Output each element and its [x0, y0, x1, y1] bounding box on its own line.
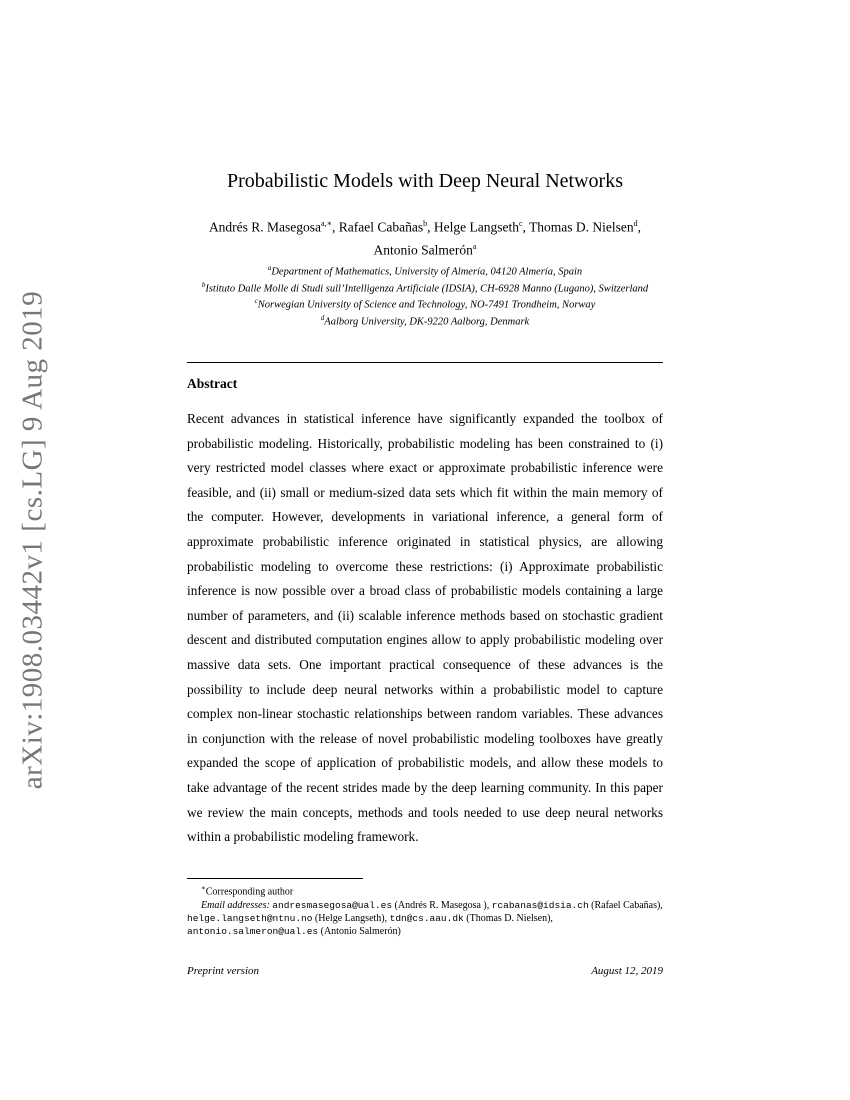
footnote-divider	[187, 878, 363, 879]
abstract-heading: Abstract	[187, 376, 238, 391]
arxiv-stamp	[8, 290, 58, 790]
author-name: Antonio Salmerón	[373, 242, 473, 257]
paper-title: Probabilistic Models with Deep Neural Networks	[226, 170, 624, 192]
affiliation: $^d$Aalborg University, DK-9220 Aalborg, Denmark	[320, 313, 530, 327]
footnote	[187, 882, 663, 938]
date-label: August 12, 2019	[591, 965, 663, 977]
corresponding-note: ∗Corresponding author	[201, 884, 294, 898]
email-link[interactable]: andresmasegosa@ual.es	[272, 899, 393, 911]
author-sup: c	[518, 219, 523, 228]
email-addresses: Email addresses: andresmasegosa@ual.es (Andrés R. Masegosa ), rcabanas@idsia.ch (Rafael Cabañas), helge.langseth@ntnu.no (Helge Langseth), tdn@cs.aau.dk (Thomas D. Nielsen), antonio.salmeron@ual.es (Antonio Salmerón)	[187, 899, 663, 937]
email-link[interactable]: tdn@cs.aau.dk	[389, 912, 464, 924]
affiliation-list	[0, 262, 850, 328]
abstract-text: Recent advances in statistical inference have significantly expanded the toolbox of probabilistic modeling. Historically, probabilistic modeling has been constrained to (i) very restricted model classes where exact or approximate probabilistic inference were feasible, and (ii) small or medium-sized data sets which fit within the main memory of the computer. However, developments in variational inference, a general form of approximate probabilistic inference originated in statistical physics, are allowing probabilistic modeling to overcome these restrictions: (i) Approximate probabilistic inference is now possible over a broad class of probabilistic models containing a large number of parameters, and (ii) scalable inference methods based on stochastic gradient descent and distributed computation engines allow to apply probabilistic modeling over massive data sets. One important practical consequence of these advances is the possibility to include deep neural networks within a probabilistic model to capture complex non-linear stochastic relationships between random variables. These advances in conjunction with the release of novel probabilistic modeling toolboxes have greatly expanded the scope of application of probabilistic models, and allow these models to take advantage of the recent strides made by the deep learning community. In this paper we review the main concepts, methods and tools needed to use deep neural networks within a probabilistic modeling framework.	[187, 411, 663, 845]
affiliation: $^b$Istituto Dalle Molle di Studi sull’Intelligenza Artificiale (IDSIA), CH-6928 Manno (Lugano), Switzerland	[201, 280, 649, 294]
affiliation: $^c$Norwegian University of Science and Technology, NO-7491 Trondheim, Norway	[254, 297, 596, 311]
author-sup: a	[472, 241, 477, 251]
author-name: Andrés R. Masegosa	[208, 219, 322, 235]
preprint-label: Preprint version	[187, 965, 259, 977]
top-divider	[187, 362, 663, 363]
email-link[interactable]: helge.langseth@ntnu.no	[187, 912, 313, 924]
author-sup: d	[633, 219, 638, 228]
author-list: Andrés R. Masegosa$^{a,∗}$, Rafael Cabañas$^b$, Helge Langseth$^c$, Thomas D. Nielsen$^d$, Antonio Salmerón$^a$	[208, 219, 642, 257]
author-name: Thomas D. Nielsen	[529, 219, 634, 235]
author-sup: b	[423, 219, 428, 228]
arxiv-id: arXiv:1908.03442v1 [cs.LG] 9 Aug 2019	[16, 290, 49, 790]
email-link[interactable]: antonio.salmeron@ual.es	[187, 925, 319, 937]
author-name: Helge Langseth	[433, 219, 519, 235]
author-sup: a,∗	[321, 219, 333, 228]
author-name: Rafael Cabañas	[338, 219, 424, 235]
affiliation: $^a$Department of Mathematics, University of Almería, 04120 Almería, Spain	[267, 264, 583, 278]
email-link[interactable]: rcabanas@idsia.ch	[491, 899, 589, 911]
